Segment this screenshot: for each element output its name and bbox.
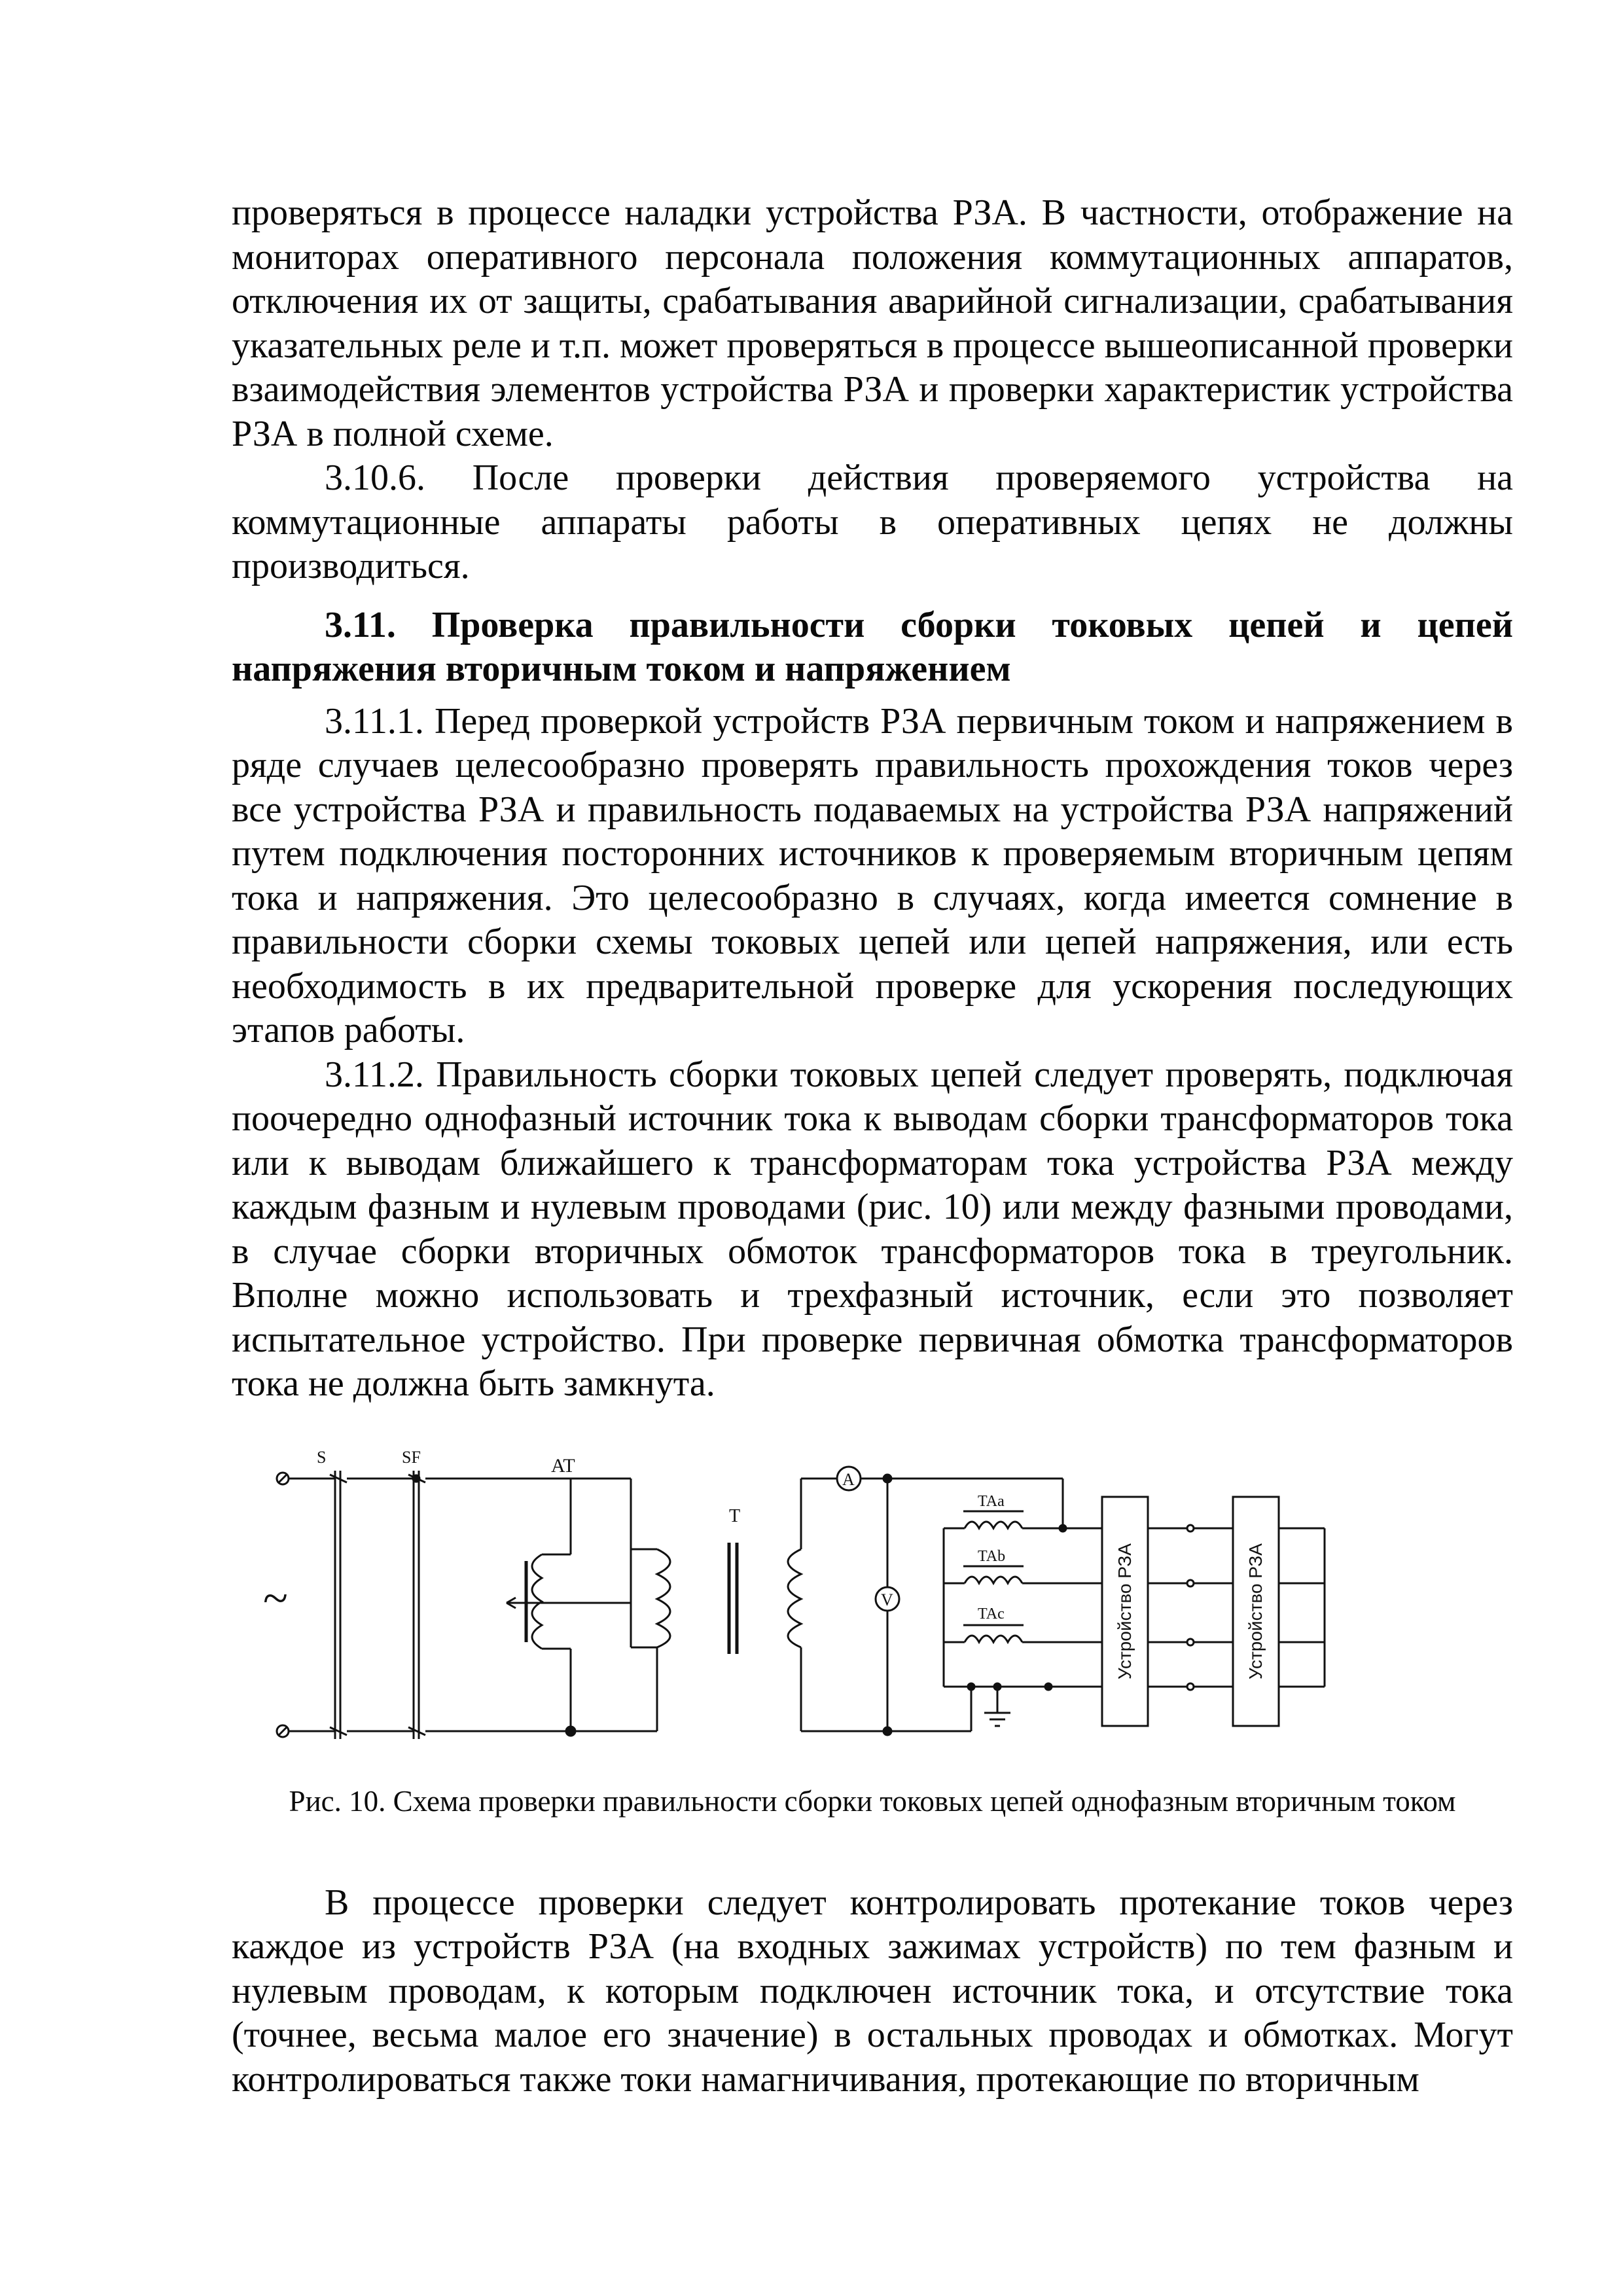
paragraph-3-10-6: 3.10.6. После проверки действия проверяемого устройства на коммутационные аппараты работы в оперативных цепях не должны производиться. bbox=[232, 457, 1513, 586]
ct-tac bbox=[944, 1625, 1048, 1642]
circuit-diagram bbox=[232, 1451, 1513, 1778]
autotransformer-at bbox=[507, 1479, 631, 1731]
figure-10 bbox=[232, 1451, 1513, 1778]
section-heading-3-11: 3.11. Проверка правильности сборки токовых цепей и цепей напряжения вторичным током и напряжением bbox=[232, 604, 1513, 689]
switch-s bbox=[330, 1471, 347, 1739]
device-1-label: Устройство РЗА bbox=[1115, 1543, 1135, 1679]
autotransformer-label: AT bbox=[551, 1454, 575, 1477]
protection-device-1 bbox=[1102, 1497, 1148, 1726]
protection-device-2 bbox=[1233, 1497, 1279, 1726]
transformer-t bbox=[657, 1543, 801, 1731]
paragraph-after-figure: В процессе проверки следует контролировать протекание токов через каждое из устройств РЗА (на входных зажимах устройств) по тем фазным и нулевым проводам, к которым подключен источник тока, и отсутствие тока (точнее, весьма малое его значение) в остальных проводах и обмотках. Могут контролироваться также токи намагничивания, протекающие по вторичным bbox=[232, 1882, 1513, 2100]
paragraph-continuation: проверяться в процессе наладки устройства РЗА. В частности, отображение на мониторах оперативного персонала положения коммутационных аппаратов, отключения их от защиты, срабатывания аварийной сигнализации, срабатывания указательных реле и т.п. может проверяться в процессе вышеописанной проверки взаимодействия элементов устройства РЗА и проверки характеристик устройства РЗА в полной схеме. bbox=[232, 192, 1513, 454]
ct-taa-label: TAa bbox=[978, 1492, 1005, 1510]
device-2-label: Устройство РЗА bbox=[1245, 1543, 1266, 1679]
voltmeter-label: V bbox=[881, 1590, 893, 1609]
ct-tab bbox=[944, 1566, 1048, 1583]
input-terminal-top bbox=[277, 1473, 289, 1484]
ct-taa bbox=[944, 1511, 1048, 1528]
ct-tac-label: TAc bbox=[978, 1605, 1005, 1623]
paragraph-3-11-1: 3.11.1. Перед проверкой устройств РЗА первичным током и напряжением в ряде случаев целесообразно проверять правильность прохождения токов через все устройства РЗА и правильность подаваемых на устройства РЗА напряжений путем подключения посторонних источников к проверяемым вторичным цепям тока и напряжения. Это целесообразно в случаях, когда имеется сомнение в правильности сборки схемы токовых цепей или цепей напряжения, или есть необходимость в их предварительной проверке для ускорения последующих этапов работы. bbox=[232, 700, 1513, 1050]
breaker-sf bbox=[408, 1471, 425, 1739]
ac-source-label: ~ bbox=[263, 1573, 288, 1624]
transformer-t-label: T bbox=[729, 1505, 741, 1526]
figure-caption: Рис. 10. Схема проверки правильности сборки токовых цепей однофазным вторичным током bbox=[289, 1784, 1456, 1818]
ct-tab-label: TAb bbox=[978, 1547, 1006, 1565]
document-page bbox=[232, 191, 1513, 2102]
paragraph-3-11-2: 3.11.2. Правильность сборки токовых цепей следует проверять, подключая поочередно однофазный источник тока к выводам сборки трансформаторов тока или к выводам ближайшего к трансформаторам тока устройства РЗА между каждым фазным и нулевым проводами (рис. 10) или между фазными проводами, в случае сборки вторичных обмоток трансформаторов тока в треугольник. Вполне можно использовать и трехфазный источник, если это позволяет испытательное устройство. При проверке первичная обмотка трансформаторов тока не должна быть замкнута. bbox=[232, 1054, 1513, 1404]
ammeter-label: A bbox=[842, 1469, 855, 1489]
input-terminal-bottom bbox=[277, 1725, 289, 1737]
breaker-sf-label: SF bbox=[402, 1450, 421, 1467]
switch-s-label: S bbox=[317, 1450, 327, 1467]
